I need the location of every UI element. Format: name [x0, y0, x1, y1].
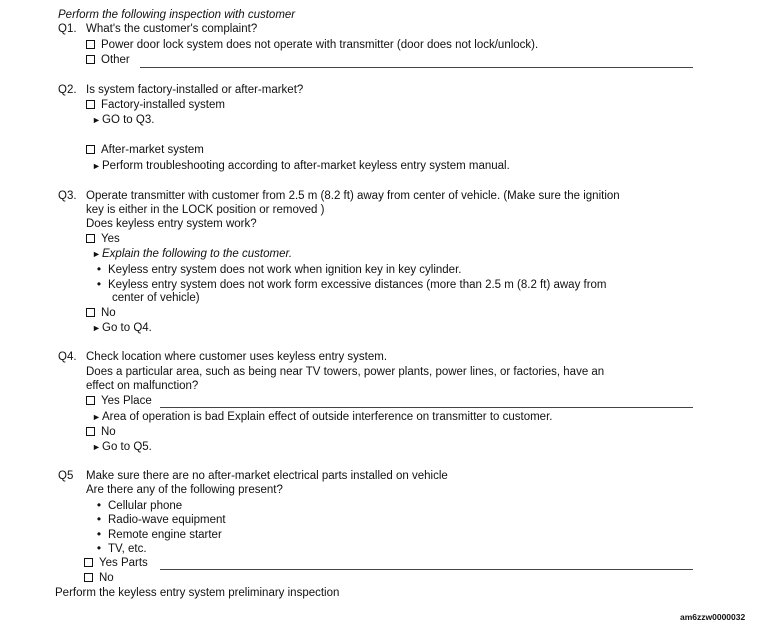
- q2-option-1-action: [92, 113, 154, 128]
- q3-number: Q3.: [58, 190, 77, 202]
- q3-yes-action-text: Explain the following to the customer.: [102, 248, 293, 260]
- q2-question: Is system factory-installed or after-market?: [86, 84, 304, 96]
- bullet-icon: •: [96, 541, 102, 555]
- q4-question-line-3: effect on malfunction?: [86, 380, 199, 392]
- bullet-icon: •: [96, 498, 102, 512]
- q3-option-yes[interactable]: [86, 232, 120, 247]
- arrow-icon: ►: [92, 323, 101, 333]
- q3-option-no[interactable]: [86, 306, 116, 321]
- q2-option-factory[interactable]: [86, 98, 225, 113]
- bullet-icon: •: [96, 262, 102, 276]
- q3-yes-action: [92, 247, 292, 262]
- q3-no-action-text: Go to Q4.: [102, 322, 152, 334]
- q1-option-1-label: Power door lock system does not operate with transmitter (door does not lock/unlock).: [101, 39, 539, 51]
- q5-item: [90, 512, 226, 528]
- checkbox[interactable]: [86, 40, 95, 49]
- arrow-icon: ►: [92, 161, 101, 171]
- q1-question: What's the customer's complaint?: [86, 23, 258, 35]
- q2-option-2-action-text: Perform troubleshooting according to after-market keyless entry system manual.: [102, 160, 510, 172]
- checkbox[interactable]: [86, 100, 95, 109]
- checkbox[interactable]: [86, 145, 95, 154]
- q5-option-no[interactable]: [84, 571, 114, 586]
- checkbox[interactable]: [86, 396, 95, 405]
- arrow-icon: ►: [92, 442, 101, 452]
- q1-option-2-label: Other: [101, 54, 130, 66]
- q1-other-write-line[interactable]: [140, 67, 693, 68]
- q5-item-text: TV, etc.: [108, 543, 147, 555]
- q4-no-action-text: Go to Q5.: [102, 441, 152, 453]
- q4-option-no[interactable]: [86, 425, 116, 440]
- arrow-icon: ►: [92, 412, 101, 422]
- q5-item-text: Cellular phone: [108, 500, 183, 512]
- arrow-icon: ►: [92, 249, 101, 259]
- q2-option-1-label: Factory-installed system: [101, 99, 225, 111]
- figure-code: am6zzw0000032: [680, 612, 746, 622]
- q2-option-2-label: After-market system: [101, 144, 204, 156]
- checkbox[interactable]: [86, 427, 95, 436]
- q4-number: Q4.: [58, 351, 77, 363]
- bullet-icon: •: [96, 512, 102, 526]
- q5-option-yes-parts[interactable]: [84, 556, 148, 571]
- q1-number: Q1.: [58, 23, 77, 35]
- checkbox[interactable]: [86, 308, 95, 317]
- q4-place-write-line[interactable]: [160, 407, 693, 408]
- checkbox[interactable]: [84, 558, 93, 567]
- q3-question-line-2: key is either in the LOCK position or removed ): [86, 204, 325, 216]
- q2-option-1-action-text: GO to Q3.: [102, 114, 155, 126]
- q4-yes-action-text: Area of operation is bad Explain effect of outside interference on transmitter to customer.: [102, 411, 553, 423]
- q5-question-line-1: Make sure there are no after-market electrical parts installed on vehicle: [86, 470, 448, 482]
- q5-number: Q5: [58, 470, 74, 482]
- q3-yes-label: Yes: [101, 233, 120, 245]
- q3-bullet-1: [90, 262, 461, 278]
- q5-parts-write-line[interactable]: [160, 569, 693, 570]
- q3-bullet-2-continuation: center of vehicle): [112, 292, 200, 304]
- q5-item-text: Radio-wave equipment: [108, 514, 226, 526]
- q4-question-line-1: Check location where customer uses keyless entry system.: [86, 351, 388, 363]
- q2-option-aftermarket[interactable]: [86, 143, 204, 158]
- q5-yes-label: Yes Parts: [99, 557, 148, 569]
- arrow-icon: ►: [92, 115, 101, 125]
- q2-number: Q2.: [58, 84, 77, 96]
- outro-text: Perform the keyless entry system preliminary inspection: [55, 587, 340, 599]
- q5-no-label: No: [99, 572, 114, 584]
- q4-question-line-2: Does a particular area, such as being near TV towers, power plants, power lines, or factories, have an: [86, 366, 605, 378]
- checkbox[interactable]: [84, 573, 93, 582]
- q3-question-line-3: Does keyless entry system work?: [86, 218, 257, 230]
- q5-item-text: Remote engine starter: [108, 529, 222, 541]
- q1-option-other[interactable]: [86, 53, 130, 68]
- q4-yes-action: [92, 410, 552, 425]
- q4-no-label: No: [101, 426, 116, 438]
- q4-option-yes-place[interactable]: [86, 394, 152, 409]
- q5-question-line-2: Are there any of the following present?: [86, 484, 283, 496]
- bullet-icon: •: [96, 277, 102, 291]
- checkbox[interactable]: [86, 55, 95, 64]
- checkbox[interactable]: [86, 234, 95, 243]
- q2-option-2-action: [92, 159, 510, 174]
- intro-text: Perform the following inspection with customer: [58, 9, 296, 21]
- q4-no-action: [92, 440, 152, 455]
- q5-item: [90, 541, 147, 557]
- bullet-icon: •: [96, 527, 102, 541]
- q4-yes-label: Yes Place: [101, 395, 152, 407]
- q3-bullet-2-text: Keyless entry system does not work form excessive distances (more than 2.5 m (8.2 ft) away from: [108, 279, 607, 291]
- q1-option-power-door-lock[interactable]: [86, 38, 538, 53]
- q3-no-action: [92, 321, 152, 336]
- q3-no-label: No: [101, 307, 116, 319]
- q3-bullet-1-text: Keyless entry system does not work when ignition key in key cylinder.: [108, 264, 462, 276]
- q3-question-line-1: Operate transmitter with customer from 2.5 m (8.2 ft) away from center of vehicle. (Make sure the ignition: [86, 190, 620, 202]
